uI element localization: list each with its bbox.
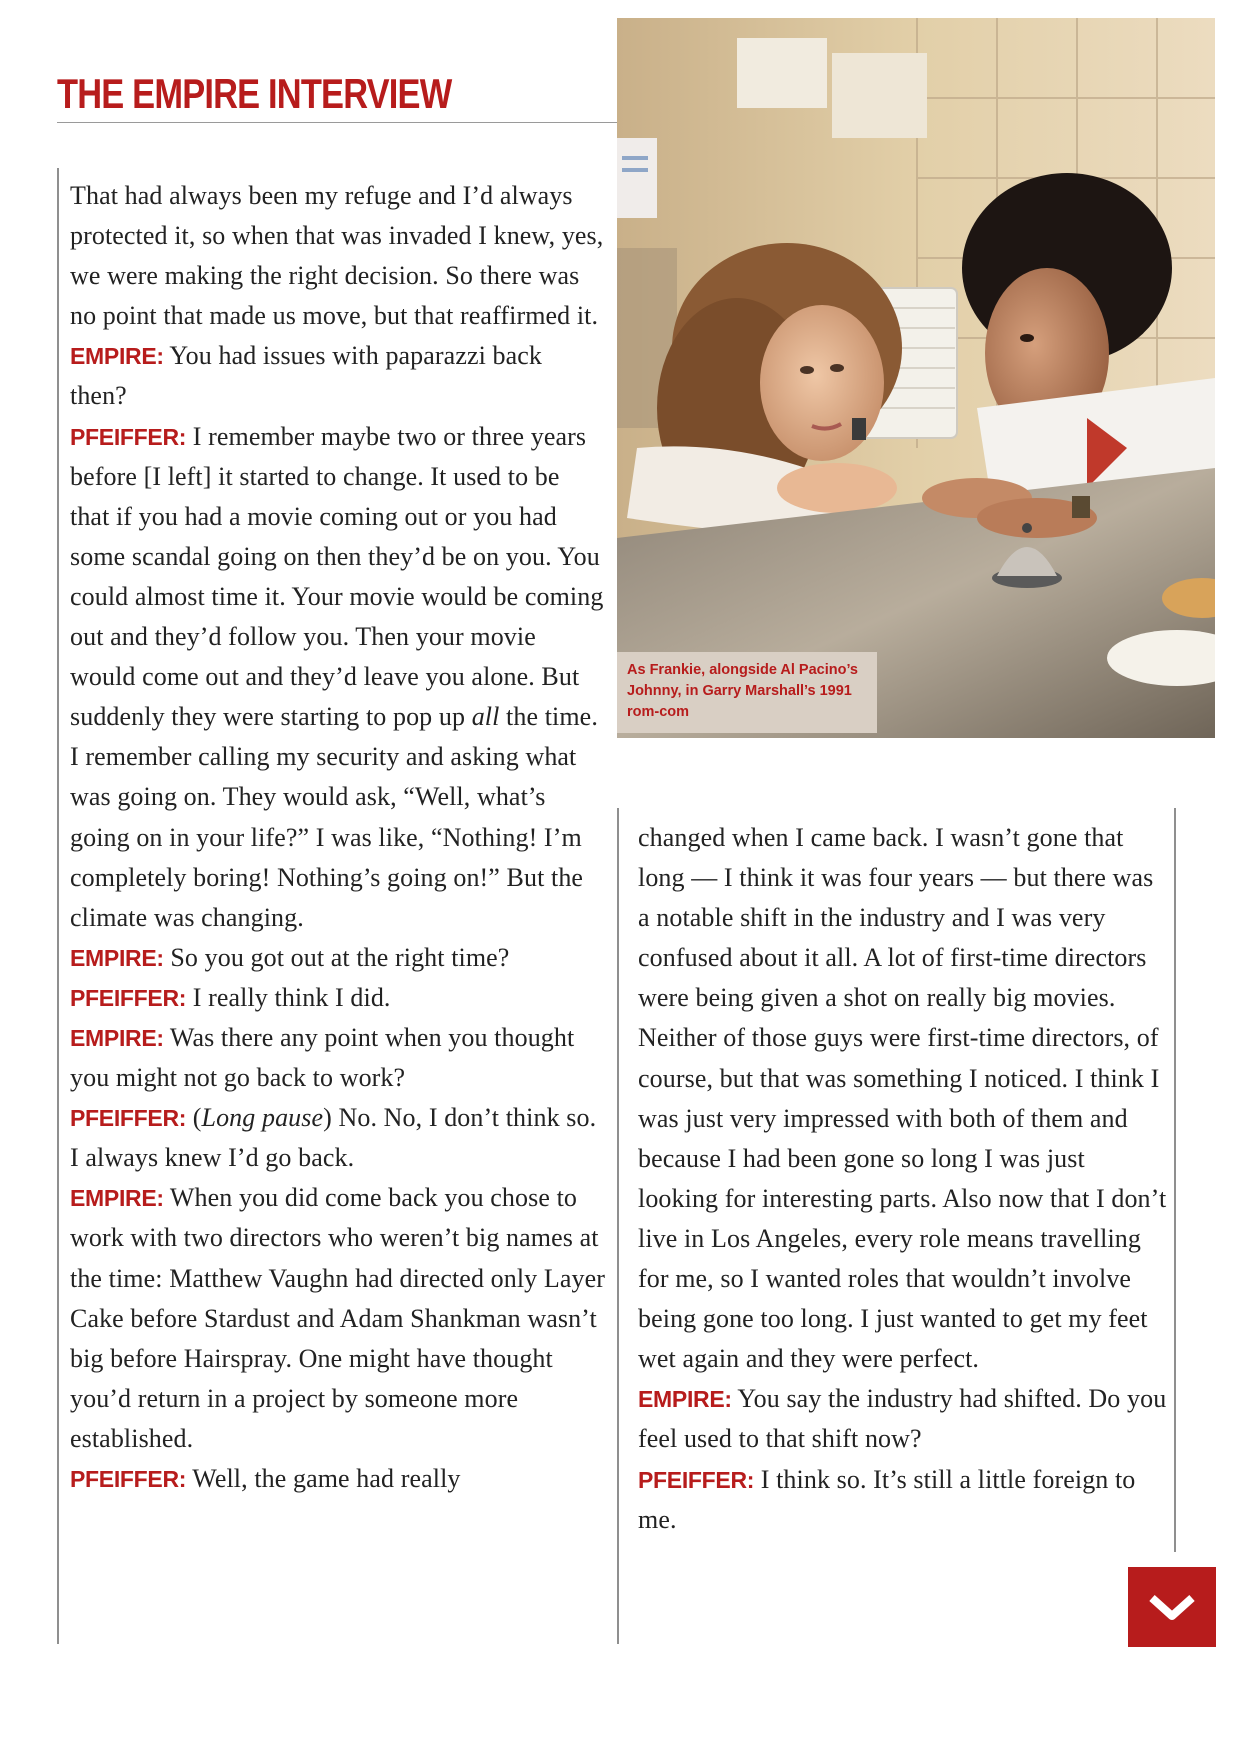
speaker-label: PFEIFFER:: [70, 423, 187, 450]
answer-prefix: (: [192, 1103, 202, 1133]
interview-exchange: [638, 1379, 1168, 1459]
speaker-label: EMPIRE:: [70, 944, 164, 971]
answer-text: ) No. No, I don’t think so. I always knew I’d go back.: [70, 1103, 597, 1173]
left-column-rule: [57, 168, 59, 1644]
question-text: So you got out at the right time?: [170, 942, 510, 972]
paragraph-continuation: [638, 818, 1168, 1379]
question-text: Was there any point when you thought you might not go back to work?: [70, 1022, 575, 1093]
speaker-label: EMPIRE:: [70, 1185, 164, 1212]
speaker-label: EMPIRE:: [638, 1386, 732, 1413]
speaker-label: PFEIFFER:: [70, 984, 187, 1011]
interview-exchange: [70, 938, 605, 978]
page-title: THE EMPIRE INTERVIEW: [57, 70, 452, 117]
interview-exchange: [70, 1098, 605, 1178]
answer-text: I think so. It’s still a little foreign to me.: [638, 1464, 1136, 1534]
left-text-column: [70, 176, 605, 1499]
answer-text: Well, the game had really: [192, 1464, 461, 1493]
interview-exchange: [70, 1459, 605, 1499]
stage-direction: Long pause: [201, 1103, 324, 1133]
paragraph-text: changed when I came back. I wasn’t gone that long — I think it was four years — but there was a notable shift in the industry and I was very confused about it all. A lot of first-time directors were being given a shot on really big movies. Neither of those guys were first-time directors, of course, but that was something I noticed. I think I was just very impressed with both of them and because I had been gone so long I was just looking for interesting parts. Also now that I don’t live in Los Angeles, every role means travelling for me, so I wanted roles that wouldn’t involve being gone too long. I just wanted to get my feet wet again and they were perfect.: [638, 823, 1167, 1374]
emphasis-text: all: [471, 702, 500, 732]
interview-exchange: [70, 1178, 605, 1459]
speaker-label: PFEIFFER:: [70, 1105, 187, 1132]
film-still-photo: [617, 18, 1215, 738]
header-divider: [57, 122, 617, 123]
speaker-label: EMPIRE:: [70, 1024, 164, 1051]
paragraph-text: That had always been my refuge and I’d always protected it, so when that was invaded I knew, yes, we were making the right decision. So there was no point that made us move, but that reaffirmed it.: [70, 181, 604, 331]
answer-text-continued: the time. I remember calling my security and asking what was going on. They would ask, “Well, what’s going on in your life?” I was like, “Nothing! I’m completely boring! Nothing’s going on!” But the climate was changing.: [70, 702, 598, 932]
right-column-rule: [1174, 808, 1176, 1552]
answer-text: I really think I did.: [192, 982, 391, 1012]
chevron-down-icon: [1148, 1592, 1196, 1622]
interview-exchange: [70, 978, 605, 1018]
speaker-label: PFEIFFER:: [638, 1466, 755, 1493]
interview-exchange: [70, 336, 605, 416]
interview-exchange: [70, 417, 605, 938]
question-text: You had issues with paparazzi back then?: [70, 341, 543, 411]
middle-column-rule: [617, 808, 619, 1644]
paragraph-continuation: [70, 176, 605, 336]
right-text-column: [638, 818, 1168, 1540]
answer-text: I remember maybe two or three years before [I left] it started to change. It used to be that if you had a movie coming out or you had some scandal going on then they’d be on you. You could almost time it. Your movie would be coming out and they’d follow you. Then your movie would come out and they’d leave you alone. But suddenly they were starting to pop up: [70, 421, 604, 732]
question-text: You say the industry had shifted. Do you feel used to that shift now?: [638, 1384, 1167, 1454]
speaker-label: EMPIRE:: [70, 343, 164, 370]
interview-exchange: [70, 1018, 605, 1098]
speaker-label: PFEIFFER:: [70, 1466, 187, 1492]
interview-exchange: [638, 1460, 1168, 1540]
photo-caption: As Frankie, alongside Al Pacino’s Johnny, in Garry Marshall’s 1991 rom-com: [617, 652, 877, 733]
next-page-button[interactable]: [1128, 1567, 1216, 1647]
question-text: When you did come back you chose to work with two directors who weren’t big names at the time: Matthew Vaughn had directed only Layer Cake before Stardust and Adam Shankman wasn’t big before Hairspray. One might have thought you’d return in a project by someone more established.: [70, 1183, 605, 1453]
